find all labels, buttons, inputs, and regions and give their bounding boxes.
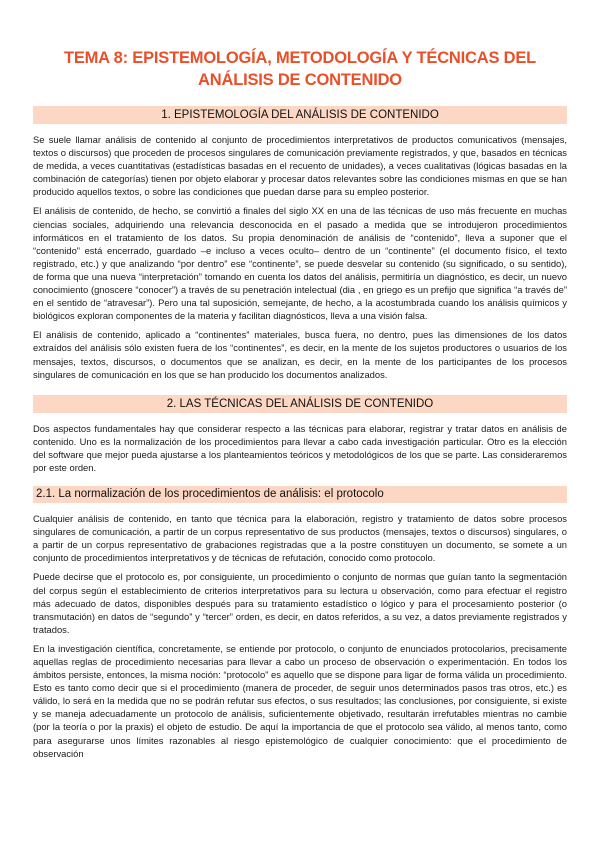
- paragraph: El análisis de contenido, de hecho, se convirtió a finales del siglo XX en una de las técnicas de uso más frecuente en muchas ciencias sociales, adquiriendo una relevancia desconocida en el pasado a medida que se introdujeron procedimientos informáticos en el tratamiento de los datos. Su propia denominación de análisis de “contenido”, lleva a suponer que el “contenido” está encerrado, guardado –e incluso a veces oculto– dentro de un “continente” (el documento físico, el texto registrado, etc.) y que analizando “por dentro” ese “continente”, se puede desvelar su contenido (su significado, o su sentido), de forma que una nueva “interpretación” tomando en cuenta los datos del análisis, permitiría un diagnóstico, es decir, un nuevo conocimiento (gnoscere “conocer”) a través de su penetración intelectual (dia , en griego es un prefijo que significa “a través de” en el sentido de “atravesar”). Pero una tal suposición, semejante, de hecho, a la acostumbrada cuando los análisis químicos y biológicos exploran componentes de la materia y facilitan diagnósticos, lleva a una visión falsa.: [33, 205, 567, 322]
- paragraph: Se suele llamar análisis de contenido al conjunto de procedimientos interpretativos de productos comunicativos (mensajes, textos o discursos) que proceden de procesos singulares de comunicación previamente registrados, y que, basados en técnicas de medida, a veces cuantitativas (estadísticas basadas en el recuento de unidades), a veces cualitativas (lógicas basadas en la combinación de categorías) tienen por objeto elaborar y procesar datos relevantes sobre las condiciones mismas en que se han producido aquellos textos, o sobre las condiciones que puedan darse para su empleo posterior.: [33, 134, 567, 198]
- section-heading-tecnicas: 2. LAS TÉCNICAS DEL ANÁLISIS DE CONTENIDO: [33, 395, 567, 413]
- document-title: TEMA 8: EPISTEMOLOGÍA, METODOLOGÍA Y TÉCNICAS DEL ANÁLISIS DE CONTENIDO: [63, 49, 537, 89]
- subsection-heading-protocolo: 2.1. La normalización de los procedimientos de análisis: el protocolo: [33, 486, 567, 503]
- paragraph: El análisis de contenido, aplicado a “continentes” materiales, busca fuera, no dentro, pues las dimensiones de los datos extraídos del análisis sólo existen fuera de los “continentes”, es decir, en la mente de los sujetos productores o usuarios de los mensajes, textos, discursos, o documentos que se analizan, es decir, en la mente de los participantes de los procesos singulares de comunicación en los que se han producido los documentos analizados.: [33, 329, 567, 380]
- paragraph: Cualquier análisis de contenido, en tanto que técnica para la elaboración, registro y tratamiento de datos sobre procesos singulares de comunicación, a partir de un corpus representativo de sus productos (mensajes, textos o discursos) singulares, o a partir de un corpus representativo de grabaciones registradas que a la postre constituyen un documento, se somete a un conjunto de procedimientos interpretativos y de técnicas de refutación, conocido como protocolo.: [33, 513, 567, 564]
- paragraph: Dos aspectos fundamentales hay que considerar respecto a las técnicas para elaborar, registrar y tratar datos en análisis de contenido. Uno es la normalización de los procedimientos para llevar a cabo cada investigación particular. Otro es la elección del software que mejor pueda ajustarse a los planteamientos teóricos y metodológicos de los que se parte. Las consideraremos por este orden.: [33, 422, 567, 473]
- paragraph: Puede decirse que el protocolo es, por consiguiente, un procedimiento o conjunto de normas que guían tanto la segmentación del corpus según el establecimiento de criterios interpretativos para su lectura u observación, como para efectuar el registro más adecuado de datos, disponibles después para su tratamiento estadístico o lógico y para el procesamiento posterior (o transmutación) en datos de “segundo” y “tercer” orden, es decir, en datos referidos, a su vez, a datos previamente registrados y tratados.: [33, 571, 567, 635]
- paragraph: En la investigación científica, concretamente, se entiende por protocolo, o conjunto de enunciados protocolarios, precisamente aquellas reglas de procedimiento necesarias para llevar a cabo un proceso de observación o experimentación. En todos los ámbitos persiste, entonces, la misma noción: “protocolo” es aquello que se dispone para ligar de forma válida un procedimiento. Esto es tanto como decir que si el procedimiento (manera de proceder, de seguir unos determinados pasos tras otros, etc.) es válido, lo será en la medida que no se podrán refutar sus efectos, o sus resultados; las conclusiones, por consiguiente, si existe y se maneja adecuadamente un protocolo de análisis, suficientemente objetivado, resultarán irrefutables mientras no cambie (por la teoría o por la praxis) el objeto de estudio. De aquí la importancia de que el protocolo sea válido, al menos tanto, como para asegurarse unos límites razonables al riesgo epistemológico de cualquier conocimiento: que el procedimiento de observación: [33, 642, 567, 759]
- section-heading-epistemologia: 1. EPISTEMOLOGÍA DEL ANÁLISIS DE CONTENIDO: [33, 106, 567, 124]
